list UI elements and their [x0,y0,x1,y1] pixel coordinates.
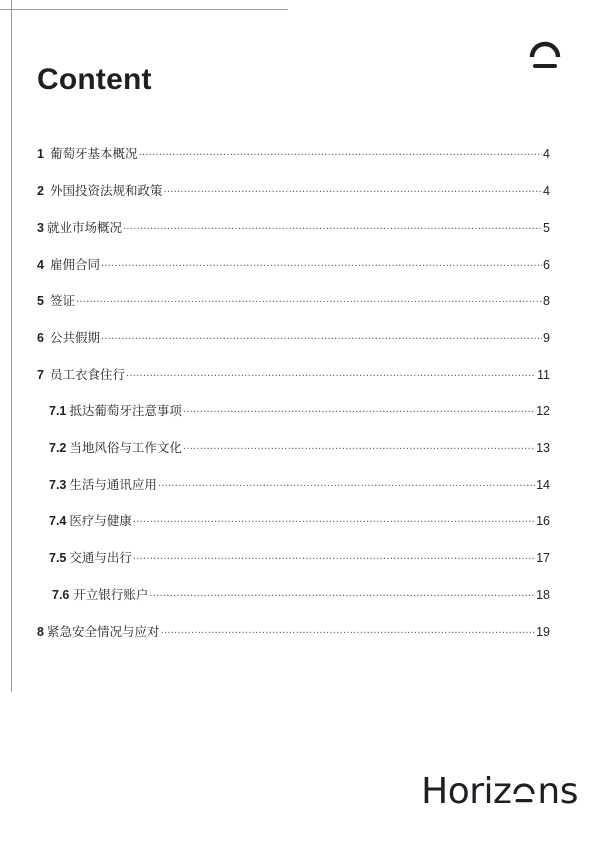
toc-title: 交通与出行 [69,550,132,565]
toc-number: 7.3 [49,478,67,492]
logo-text-suffix: ns [537,771,578,812]
toc-page-number: 4 [543,184,550,198]
toc-number: 5 [37,294,44,308]
toc-entry-4[interactable] [37,257,550,273]
toc-entry-7[interactable] [37,367,550,383]
toc-entry-6[interactable] [37,330,550,346]
toc-leader-dots [76,295,542,311]
toc-number: 7.1 [49,404,67,418]
toc-number: 7.5 [49,551,67,565]
page-title: Content [37,63,152,96]
toc-title: 抵达葡萄牙注意事项 [69,403,182,418]
toc-leader-dots [126,369,536,385]
toc-leader-dots [158,479,535,495]
toc-page-number: 19 [536,625,550,639]
toc-leader-dots [133,515,535,531]
logo-text-prefix: Horiz [421,771,512,812]
toc-leader-dots [133,552,535,568]
toc-number: 8 [37,625,44,639]
toc-page-number: 5 [543,221,550,235]
toc-title: 签证 [49,293,75,308]
toc-entry-1[interactable] [37,146,550,162]
toc-page-number: 12 [536,404,550,418]
toc-entry-7-5[interactable] [49,550,550,566]
toc-entry-7-2[interactable] [49,440,550,456]
toc-page-number: 17 [536,551,550,565]
toc-leader-dots [101,332,542,348]
toc-page-number: 4 [543,147,550,161]
toc-title: 紧急安全情况与应对 [46,624,160,639]
logo-o-glyph [512,777,536,807]
toc-entry-8[interactable] [37,624,550,640]
toc-title: 就业市场概况 [46,220,122,235]
toc-number: 3 [37,221,44,235]
toc-number: 1 [37,147,44,161]
toc-entry-5[interactable] [37,293,550,309]
toc-title: 当地风俗与工作文化 [69,440,182,455]
toc-title: 外国投资法规和政策 [49,183,163,198]
toc-title: 医疗与健康 [69,513,132,528]
toc-title: 员工衣食住行 [49,367,125,382]
toc-title: 开立银行账户 [73,587,149,602]
toc-title: 公共假期 [49,330,100,345]
toc-title: 雇佣合同 [49,257,100,272]
toc-number: 7.2 [49,441,67,455]
toc-page-number: 8 [543,294,550,308]
toc-entry-2[interactable] [37,183,550,199]
toc-number: 7.4 [49,514,67,528]
toc-leader-dots [163,185,542,201]
horizons-logo [421,770,578,814]
toc-leader-dots [149,589,535,605]
toc-leader-dots [101,259,542,275]
toc-number: 6 [37,331,44,345]
toc-entry-7-1[interactable] [49,403,550,419]
toc-page-number: 6 [543,258,550,272]
toc-leader-dots [123,222,542,238]
toc-entry-7-6[interactable] [52,587,550,603]
toc-number: 2 [37,184,44,198]
toc-leader-dots [138,148,542,164]
toc-leader-dots [183,405,535,421]
toc-title: 生活与通讯应用 [69,477,157,492]
toc-number: 7 [37,368,44,382]
toc-entry-7-3[interactable] [49,477,550,493]
toc-leader-dots [183,442,535,458]
toc-page-number: 16 [536,514,550,528]
toc-page-number: 9 [543,331,550,345]
toc-title: 葡萄牙基本概况 [49,146,138,161]
toc-page-number: 11 [537,368,550,382]
toc-leader-dots [160,626,535,642]
toc-entry-3[interactable] [37,220,550,236]
toc-page-number: 18 [536,588,550,602]
toc-entry-7-4[interactable] [49,513,550,529]
toc-page-number: 13 [536,441,550,455]
toc-page-number: 14 [536,478,550,492]
toc-number: 7.6 [52,588,70,602]
toc-number: 4 [37,258,44,272]
